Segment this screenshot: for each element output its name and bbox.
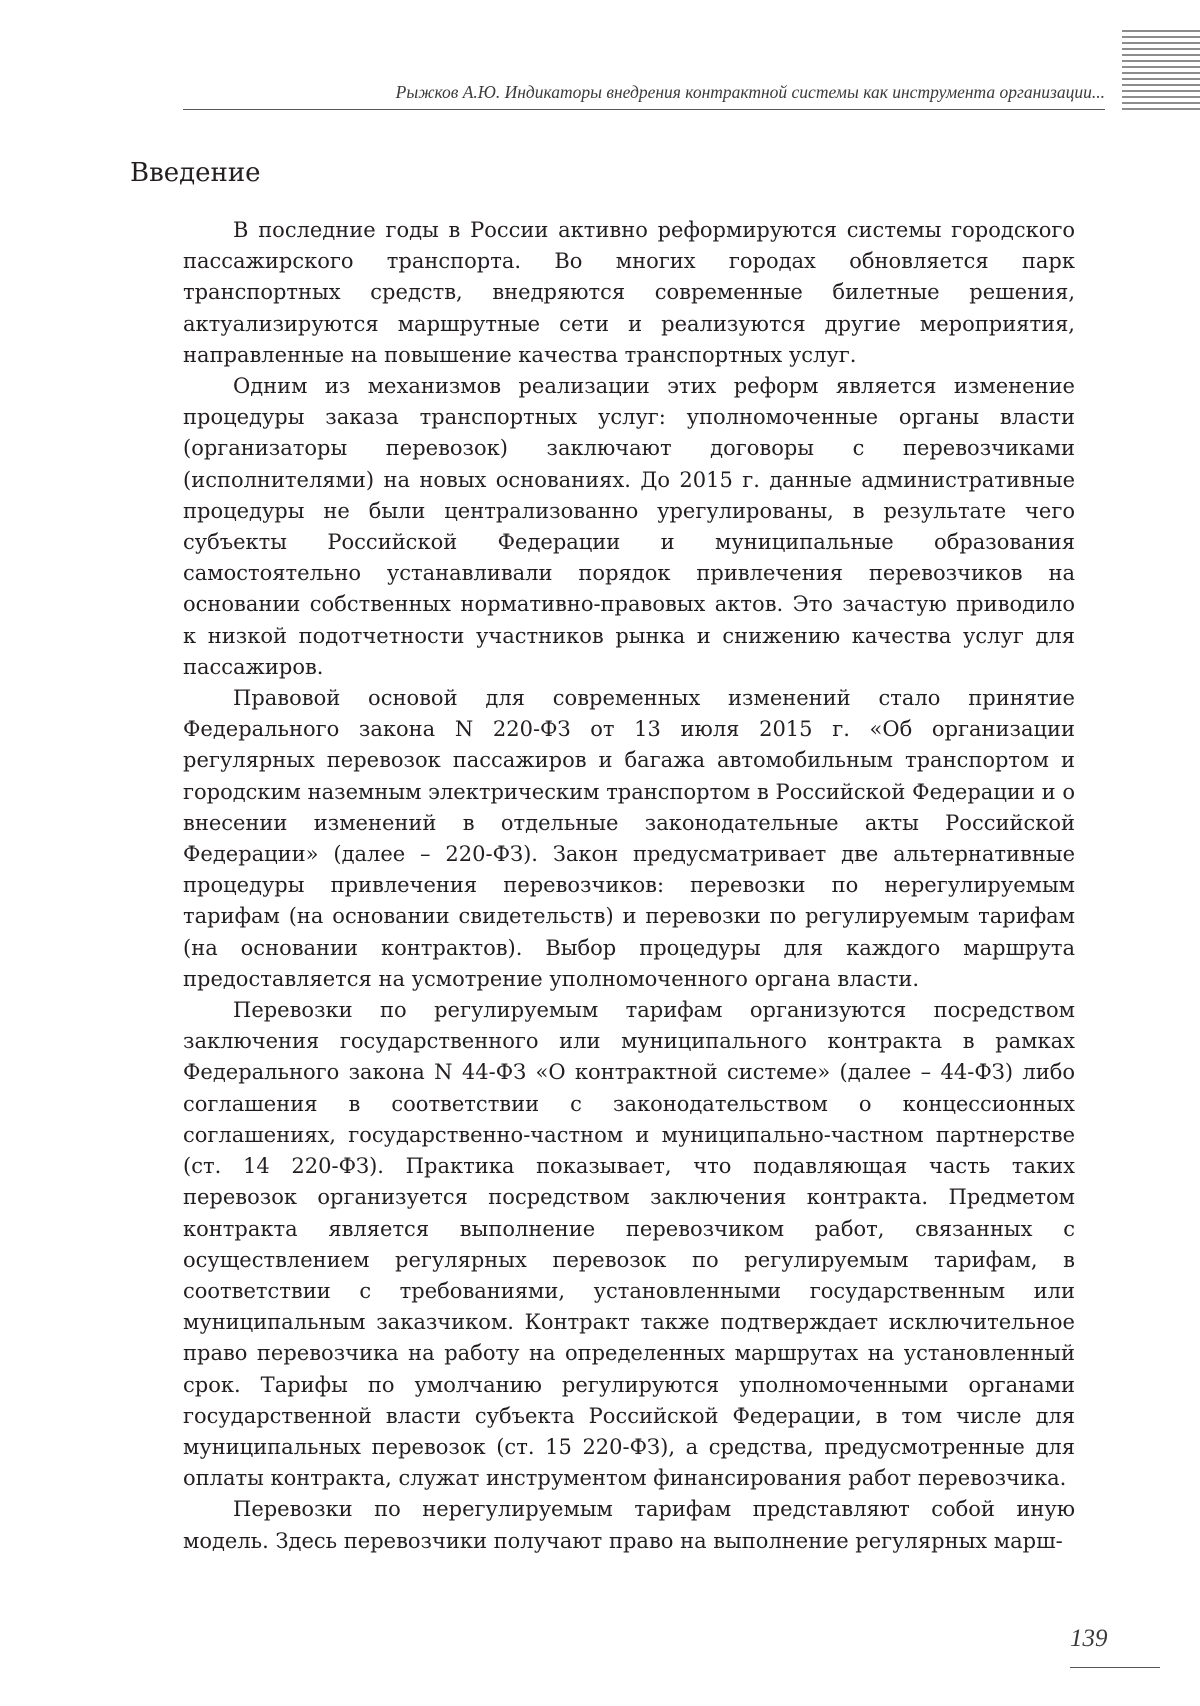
decorative-stripes [1122,30,1200,112]
paragraph: В последние годы в России активно реформируются системы городского пассажирского транспорта. Во многих городах обновляется парк транспортных средств, внедряются современные билетные решения, актуализируются маршрутные сети и реализуются другие мероприятия, направленные на повышение качества транспортных услуг. [183,218,1075,367]
paragraph: Перевозки по нерегулируемым тарифам представляют собой иную модель. Здесь перевозчики получают право на выполнение регулярных марш- [183,1497,1075,1553]
page-number: 139 [1070,1625,1108,1652]
body-text [183,215,1075,1557]
page-number-rule [1070,1667,1160,1668]
paragraph: Перевозки по регулируемым тарифам организуются посредством заключения государственного или муниципального контракта в рамках Федерального закона N 44-ФЗ «О контрактной системе» (далее – 44-ФЗ) либо соглашения в соответствии с законодательством о концессионных соглашениях, государственно-частном и муниципально-частном партнерстве (ст. 14 220-ФЗ). Практика показывает, что подавляющая часть таких перевозок организуется посредством заключения контракта. Предметом контракта является выполнение перевозчиком работ, связанных с осуществлением регулярных перевозок по регулируемым тарифам, в соответствии с требованиями, установленными государственным или муниципальным заказчиком. Контракт также подтверждает исключительное право перевозчика на работу на определенных маршрутах на установленный срок. Тарифы по умолчанию регулируются уполномоченными органами государственной власти субъекта Российской Федерации, в том числе для муниципальных перевозок (ст. 15 220-ФЗ), а средства, предусмотренные для оплаты контракта, служат инструментом финансирования работ перевозчика. [183,998,1075,1491]
section-title: Введение [130,158,261,188]
paragraph: Правовой основой для современных изменений стало принятие Федерального закона N 220-ФЗ от 13 июля 2015 г. «Об организации регулярных перевозок пассажиров и багажа автомобильным транспортом и городским наземным электрическим транспортом в Российской Федерации и о внесении изменений в отдельные законодательные акты Российской Федерации» (далее – 220-ФЗ). Закон предусматривает две альтернативные процедуры привлечения перевозчиков: перевозки по нерегулируемым тарифам (на основании свидетельств) и перевозки по регулируемым тарифам (на основании контрактов). Выбор процедуры для каждого маршрута предоставляется на усмотрение уполномоченного органа власти. [183,686,1075,991]
running-head: Рыжков А.Ю. Индикаторы внедрения контрактной системы как инструмента организации... [183,82,1105,110]
paragraph: Одним из механизмов реализации этих реформ является изменение процедуры заказа транспортных услуг: уполномоченные органы власти (организаторы перевозок) заключают договоры с перевозчиками (исполнителями) на новых основаниях. До 2015 г. данные административные процедуры не были централизованно урегулированы, в результате чего субъекты Российской Федерации и муниципальные образования самостоятельно устанавливали порядок привлечения перевозчиков на основании собственных нормативно-правовых актов. Это зачастую приводило к низкой подотчетности участников рынка и снижению качества услуг для пассажиров. [183,374,1075,679]
